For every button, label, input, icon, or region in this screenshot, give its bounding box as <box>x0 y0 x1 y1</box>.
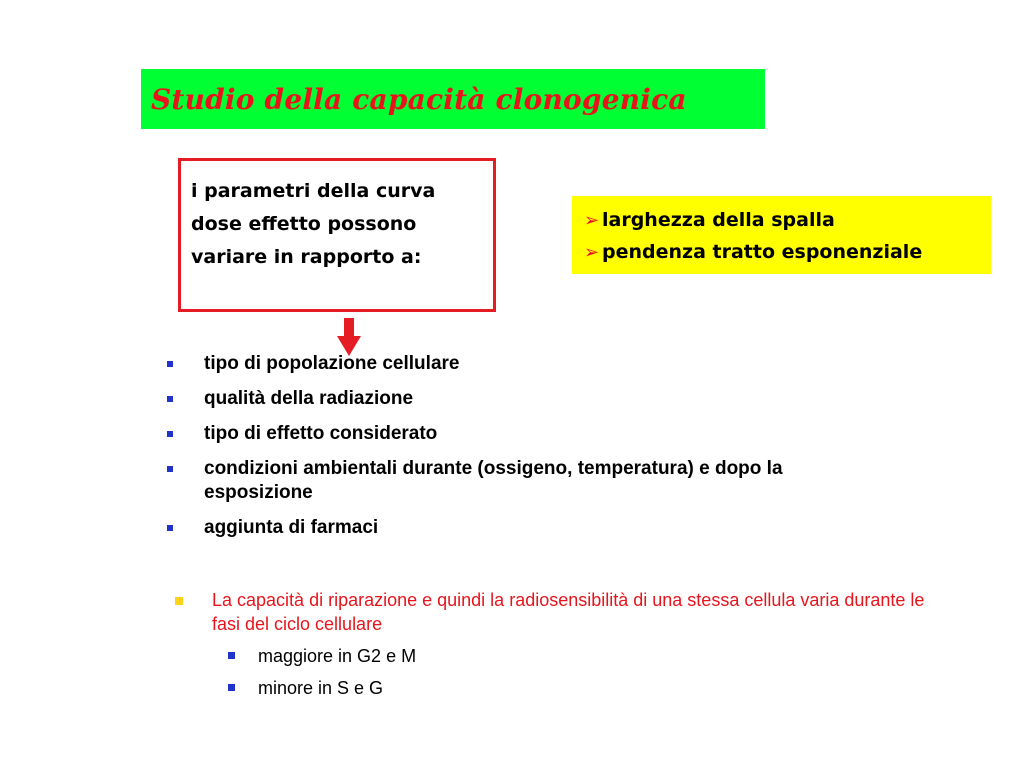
phase-text: minore in S e G <box>258 678 384 698</box>
square-bullet-icon <box>228 652 235 659</box>
factor-text: tipo di popolazione cellulare <box>204 353 460 374</box>
list-item <box>164 387 864 411</box>
square-bullet-icon <box>175 597 183 605</box>
parameters-line: i parametri della curva <box>191 180 436 202</box>
list-item <box>164 422 864 446</box>
list-item <box>164 457 864 505</box>
parameters-line: dose effetto possono <box>191 213 417 235</box>
parameters-line: variare in rapporto a: <box>191 246 422 268</box>
arrow-bullet-icon: ➢ <box>584 241 600 263</box>
feature-label: pendenza tratto esponenziale <box>602 241 923 263</box>
factors-list <box>164 352 864 551</box>
list-item <box>172 588 952 636</box>
slide-title: Studio della capacità clonogenica <box>151 82 687 116</box>
square-bullet-icon <box>167 431 173 437</box>
parameters-box <box>178 158 496 312</box>
arrow-bullet-icon: ➢ <box>584 209 600 231</box>
curve-features-box <box>572 196 991 274</box>
factor-text: qualità della radiazione <box>204 388 414 409</box>
factor-text: tipo di effetto considerato <box>204 423 438 444</box>
list-item <box>172 644 952 668</box>
repair-section <box>172 588 952 700</box>
repair-text: La capacità di riparazione e quindi la radiosensibilità di una stessa cellula varia durante le fasi del ciclo cellulare <box>212 590 925 634</box>
phase-text: maggiore in G2 e M <box>258 646 417 666</box>
square-bullet-icon <box>228 684 235 691</box>
feature-label: larghezza della spalla <box>602 209 835 231</box>
factor-text: condizioni ambientali durante (ossigeno, temperatura) e dopo la esposizione <box>204 458 783 503</box>
down-arrow-icon <box>337 318 361 356</box>
square-bullet-icon <box>167 525 173 531</box>
square-bullet-icon <box>167 361 173 367</box>
list-item <box>172 676 952 700</box>
factor-text: aggiunta di farmaci <box>204 517 379 538</box>
list-item <box>164 516 864 540</box>
list-item <box>164 352 864 376</box>
square-bullet-icon <box>167 466 173 472</box>
title-banner <box>141 69 765 129</box>
list-item <box>584 236 991 268</box>
list-item <box>584 204 991 236</box>
square-bullet-icon <box>167 396 173 402</box>
